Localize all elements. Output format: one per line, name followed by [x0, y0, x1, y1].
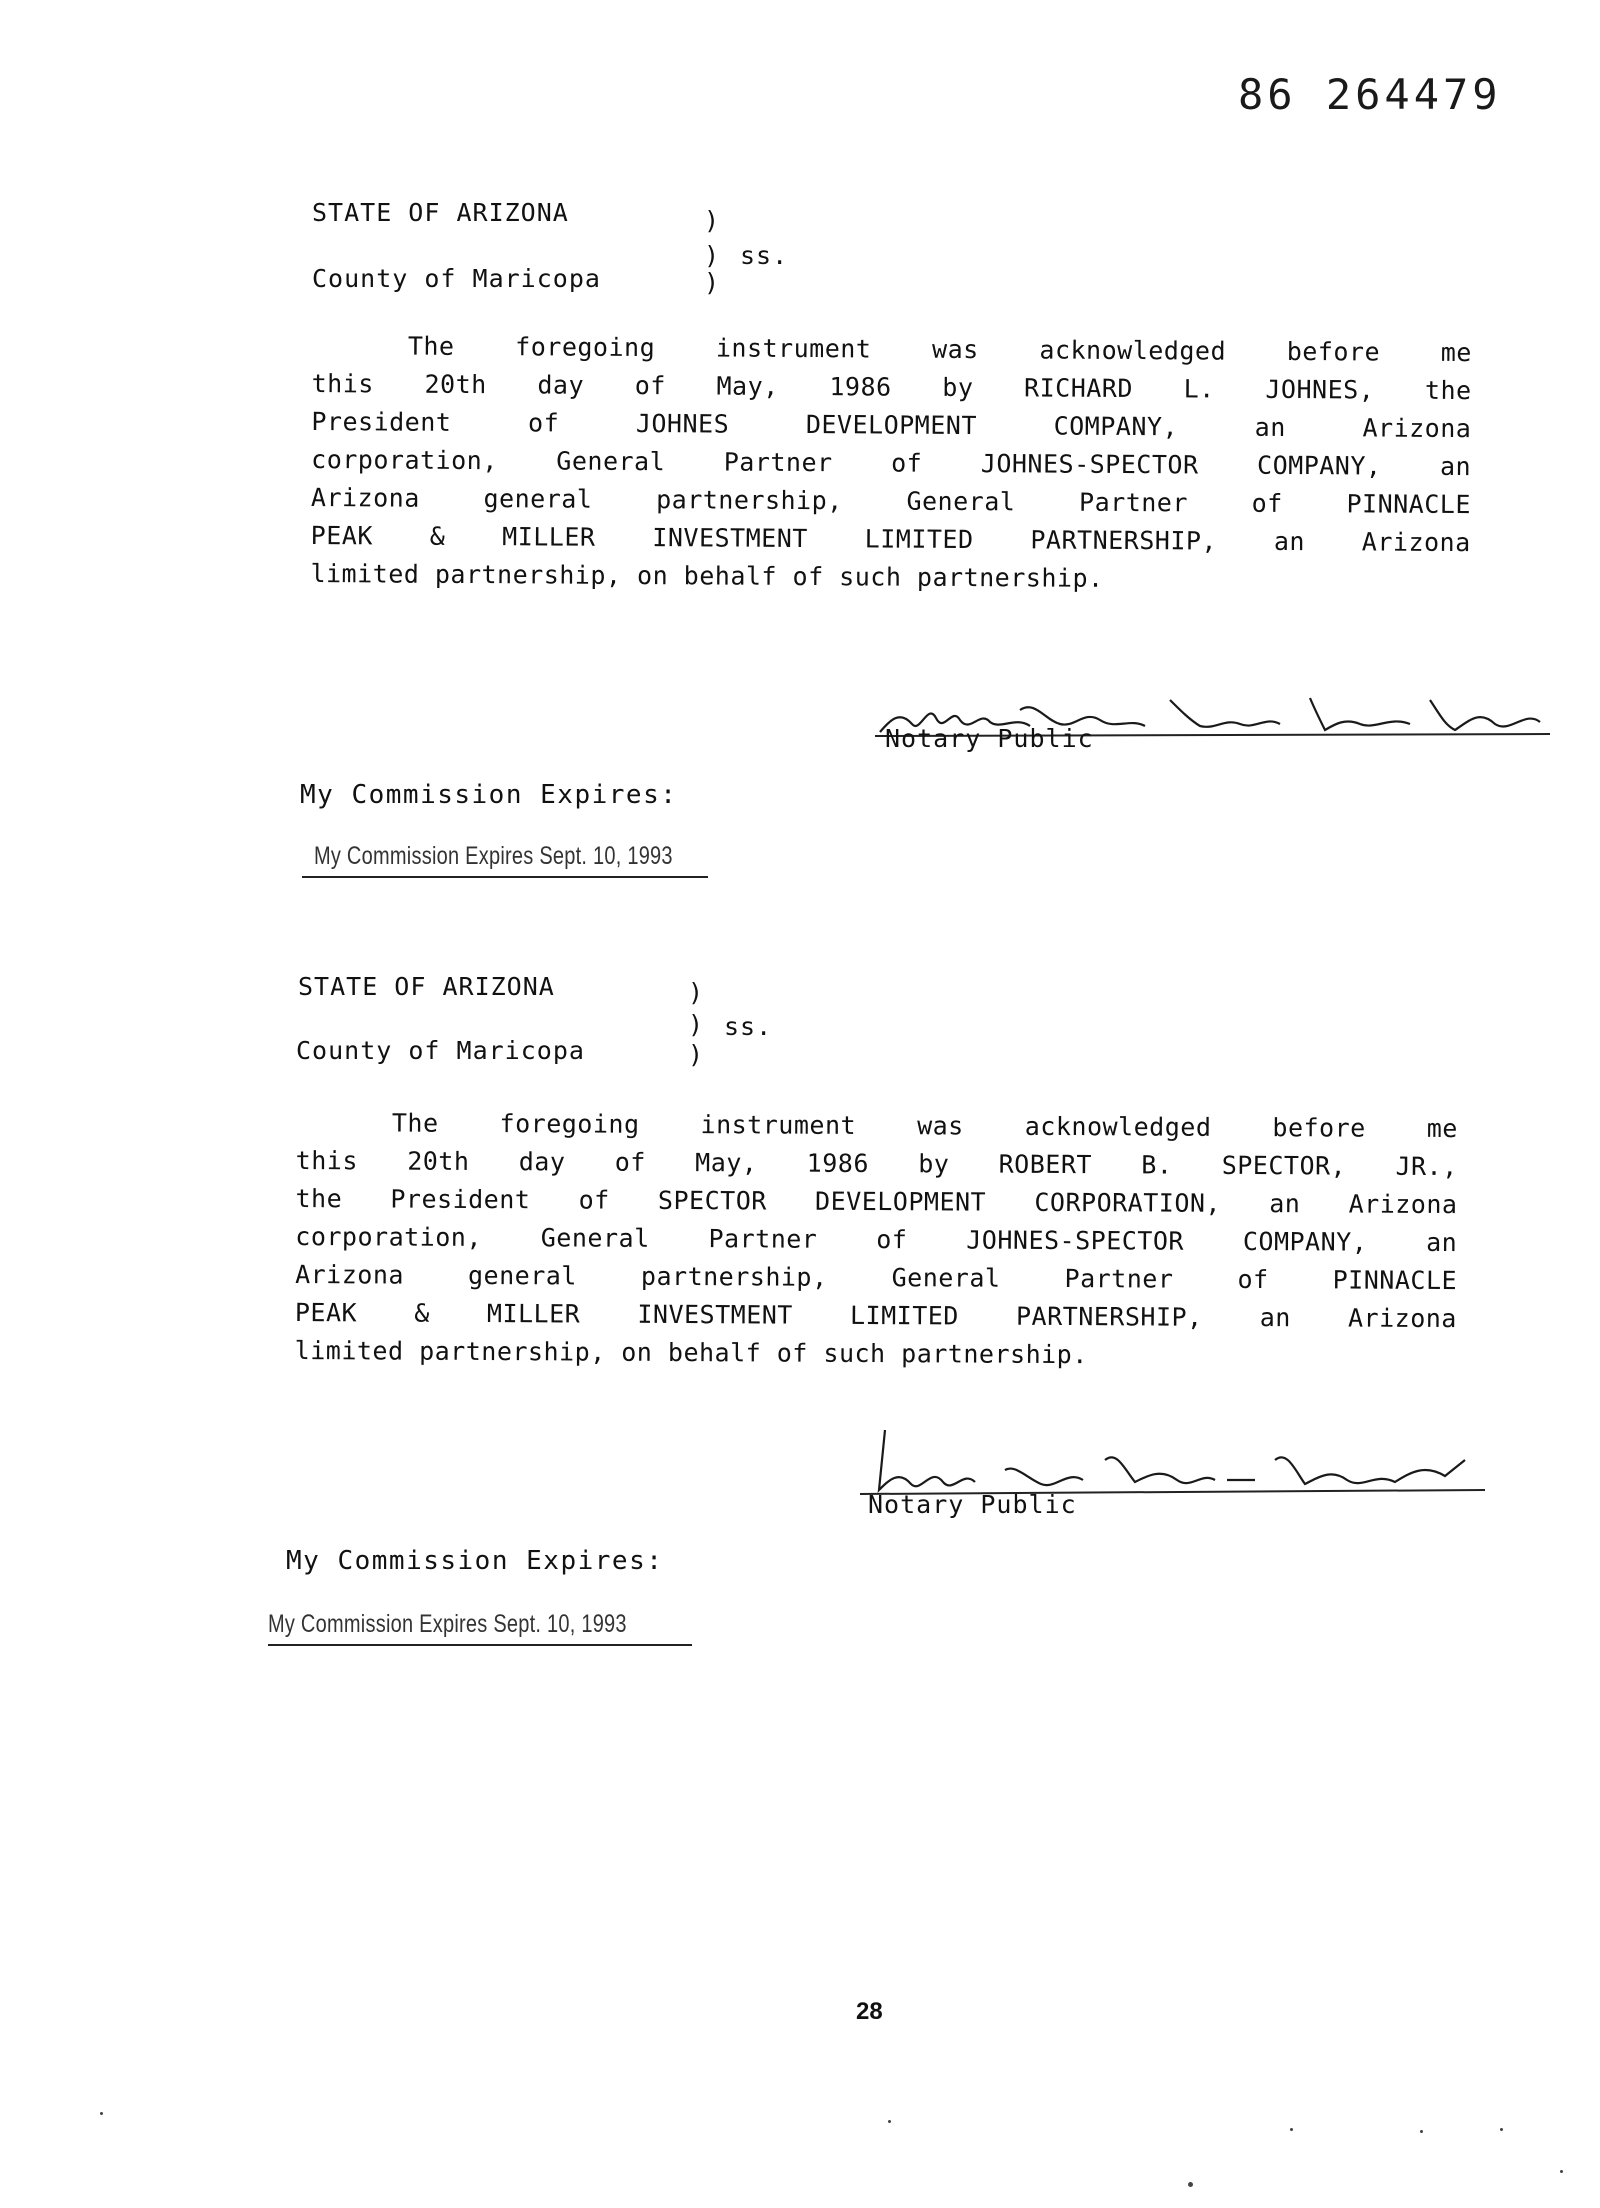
commission-expires-label: My Commission Expires: — [300, 780, 678, 810]
venue-brace: ) — [704, 241, 720, 270]
scan-speck — [1560, 2170, 1563, 2173]
scan-speck — [100, 2112, 103, 2115]
scan-speck — [888, 2120, 891, 2123]
paragraph-line: Arizona general partnership, General Partner of PINNACLE — [310, 482, 1472, 520]
venue-state: STATE OF ARIZONA — [312, 198, 569, 227]
scan-speck — [1420, 2130, 1423, 2133]
acknowledgment-paragraph — [295, 1104, 1458, 1376]
venue-brace: ) — [704, 268, 720, 297]
paragraph-line: The foregoing instrument was acknowledged before me — [407, 331, 1472, 368]
venue-brace: ) — [704, 206, 720, 235]
paragraph-line: limited partnership, on behalf of such partnership. — [310, 558, 1104, 593]
paragraph-line: corporation, General Partner of JOHNES-SPECTOR COMPANY, an — [311, 444, 1472, 482]
paragraph-line: this 20th day of May, 1986 by ROBERT B. SPECTOR, JR., — [295, 1145, 1458, 1182]
acknowledgment-paragraph — [310, 327, 1472, 600]
venue-brace: ) — [688, 1010, 704, 1039]
paragraph-line: The foregoing instrument was acknowledged before me — [391, 1108, 1458, 1144]
paragraph-line: limited partnership, on behalf of such partnership. — [294, 1335, 1088, 1370]
signature-line — [268, 1644, 692, 1646]
notary-public-label: Notary Public — [868, 1490, 1077, 1519]
venue-county: County of Maricopa — [312, 264, 601, 293]
venue-state: STATE OF ARIZONA — [298, 972, 555, 1001]
paragraph-line: corporation, General Partner of JOHNES-SPECTOR COMPANY, an — [295, 1221, 1458, 1258]
paragraph-line: Arizona general partnership, General Partner of PINNACLE — [295, 1259, 1458, 1296]
signature-line — [302, 876, 708, 878]
commission-expiry-stamp: My Commission Expires Sept. 10, 1993 — [268, 1610, 627, 1638]
paragraph-line: this 20th day of May, 1986 by RICHARD L. JOHNES, the — [311, 368, 1472, 406]
recording-number: 86 264479 — [1238, 70, 1502, 119]
commission-expiry-stamp: My Commission Expires Sept. 10, 1993 — [314, 842, 673, 870]
page-number: 28 — [856, 1998, 883, 2025]
venue-brace: ) — [688, 1040, 704, 1069]
notary-public-label: Notary Public — [885, 724, 1094, 753]
paragraph-line: PEAK & MILLER INVESTMENT LIMITED PARTNERSHIP, an Arizona — [310, 520, 1471, 558]
paragraph-line: President of JOHNES DEVELOPMENT COMPANY, an Arizona — [311, 406, 1472, 444]
venue-ss: ss. — [724, 1012, 773, 1041]
commission-expires-label: My Commission Expires: — [286, 1546, 664, 1576]
scan-speck — [1500, 2128, 1503, 2131]
venue-county: County of Maricopa — [296, 1036, 585, 1065]
venue-ss: ss. — [740, 241, 789, 270]
paragraph-line: the President of SPECTOR DEVELOPMENT CORPORATION, an Arizona — [295, 1183, 1458, 1220]
scan-speck — [1290, 2128, 1293, 2131]
scan-speck — [1188, 2182, 1193, 2187]
venue-brace: ) — [688, 978, 704, 1007]
paragraph-line: PEAK & MILLER INVESTMENT LIMITED PARTNERSHIP, an Arizona — [294, 1297, 1457, 1334]
